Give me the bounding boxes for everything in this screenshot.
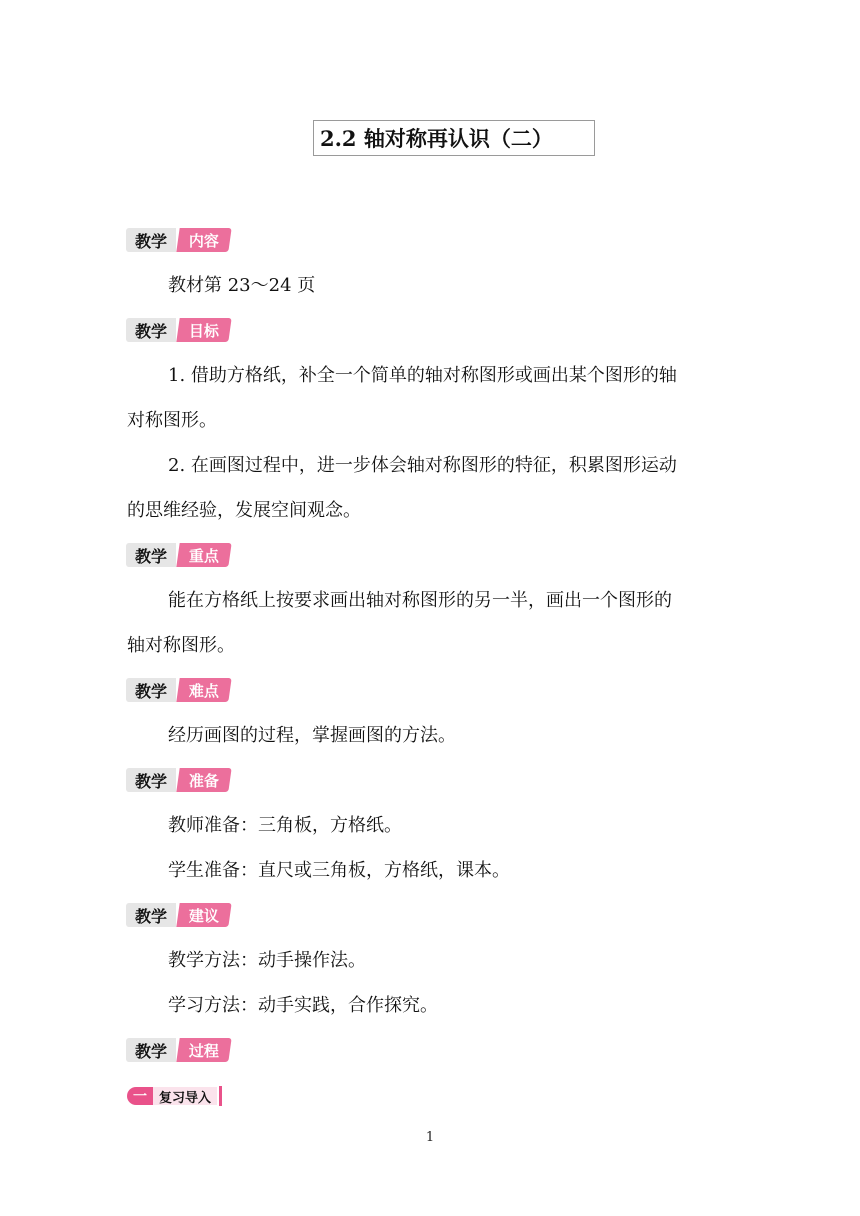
section-tag-difficulty: [126, 676, 230, 704]
section-tag-label: 建议: [188, 906, 219, 925]
step-number: 一: [127, 1087, 153, 1105]
section-tag-prefix: 教学: [126, 1038, 176, 1062]
title-box: [313, 120, 595, 156]
section-tag-key-point: [126, 541, 230, 569]
step-heading: [127, 1086, 222, 1106]
section-tag-prefix: 教学: [126, 903, 176, 927]
section-tag-process: [126, 1036, 230, 1064]
teacher-preparation: 教师准备：三角板，方格纸。: [168, 815, 402, 836]
section-tag-prefix: 教学: [126, 228, 176, 252]
section-tag-prefix: 教学: [126, 543, 176, 567]
step-label: 复习导入: [153, 1087, 217, 1105]
key-point-line-2: 轴对称图形。: [127, 635, 235, 656]
section-tag-label: 内容: [188, 231, 219, 250]
teaching-method: 教学方法：动手操作法。: [168, 950, 366, 971]
section-tag-label: 过程: [188, 1041, 219, 1060]
step-bar: [219, 1086, 222, 1106]
difficulty-text: 经历画图的过程，掌握画图的方法。: [168, 725, 456, 746]
section-tag-goals: [126, 316, 230, 344]
section-tag-prefix: 教学: [126, 768, 176, 792]
section-tag-suggestion: [126, 901, 230, 929]
goal-2-line-1: 2. 在画图过程中，进一步体会轴对称图形的特征，积累图形运动: [168, 455, 677, 476]
student-preparation: 学生准备：直尺或三角板，方格纸，课本。: [168, 860, 510, 881]
section-tag-prefix: 教学: [126, 678, 176, 702]
section-tag-label: 目标: [188, 321, 219, 340]
goal-2-line-2: 的思维经验，发展空间观念。: [127, 500, 361, 521]
section-tag-label: 难点: [188, 681, 219, 700]
section-tag-content: [126, 226, 230, 254]
section-tag-preparation: [126, 766, 230, 794]
goal-1-line-1: 1. 借助方格纸，补全一个简单的轴对称图形或画出某个图形的轴: [168, 365, 677, 386]
key-point-line-1: 能在方格纸上按要求画出轴对称图形的另一半，画出一个图形的: [168, 590, 672, 611]
goal-1-line-2: 对称图形。: [127, 410, 217, 431]
content-pages: 教材第 23～24 页: [168, 275, 316, 296]
learning-method: 学习方法：动手实践，合作探究。: [168, 995, 438, 1016]
page-title: 2.2 轴对称再认识（二）: [320, 126, 553, 151]
section-tag-label: 准备: [188, 771, 219, 790]
section-tag-label: 重点: [188, 546, 219, 565]
page-number: 1: [425, 1130, 435, 1145]
section-tag-prefix: 教学: [126, 318, 176, 342]
